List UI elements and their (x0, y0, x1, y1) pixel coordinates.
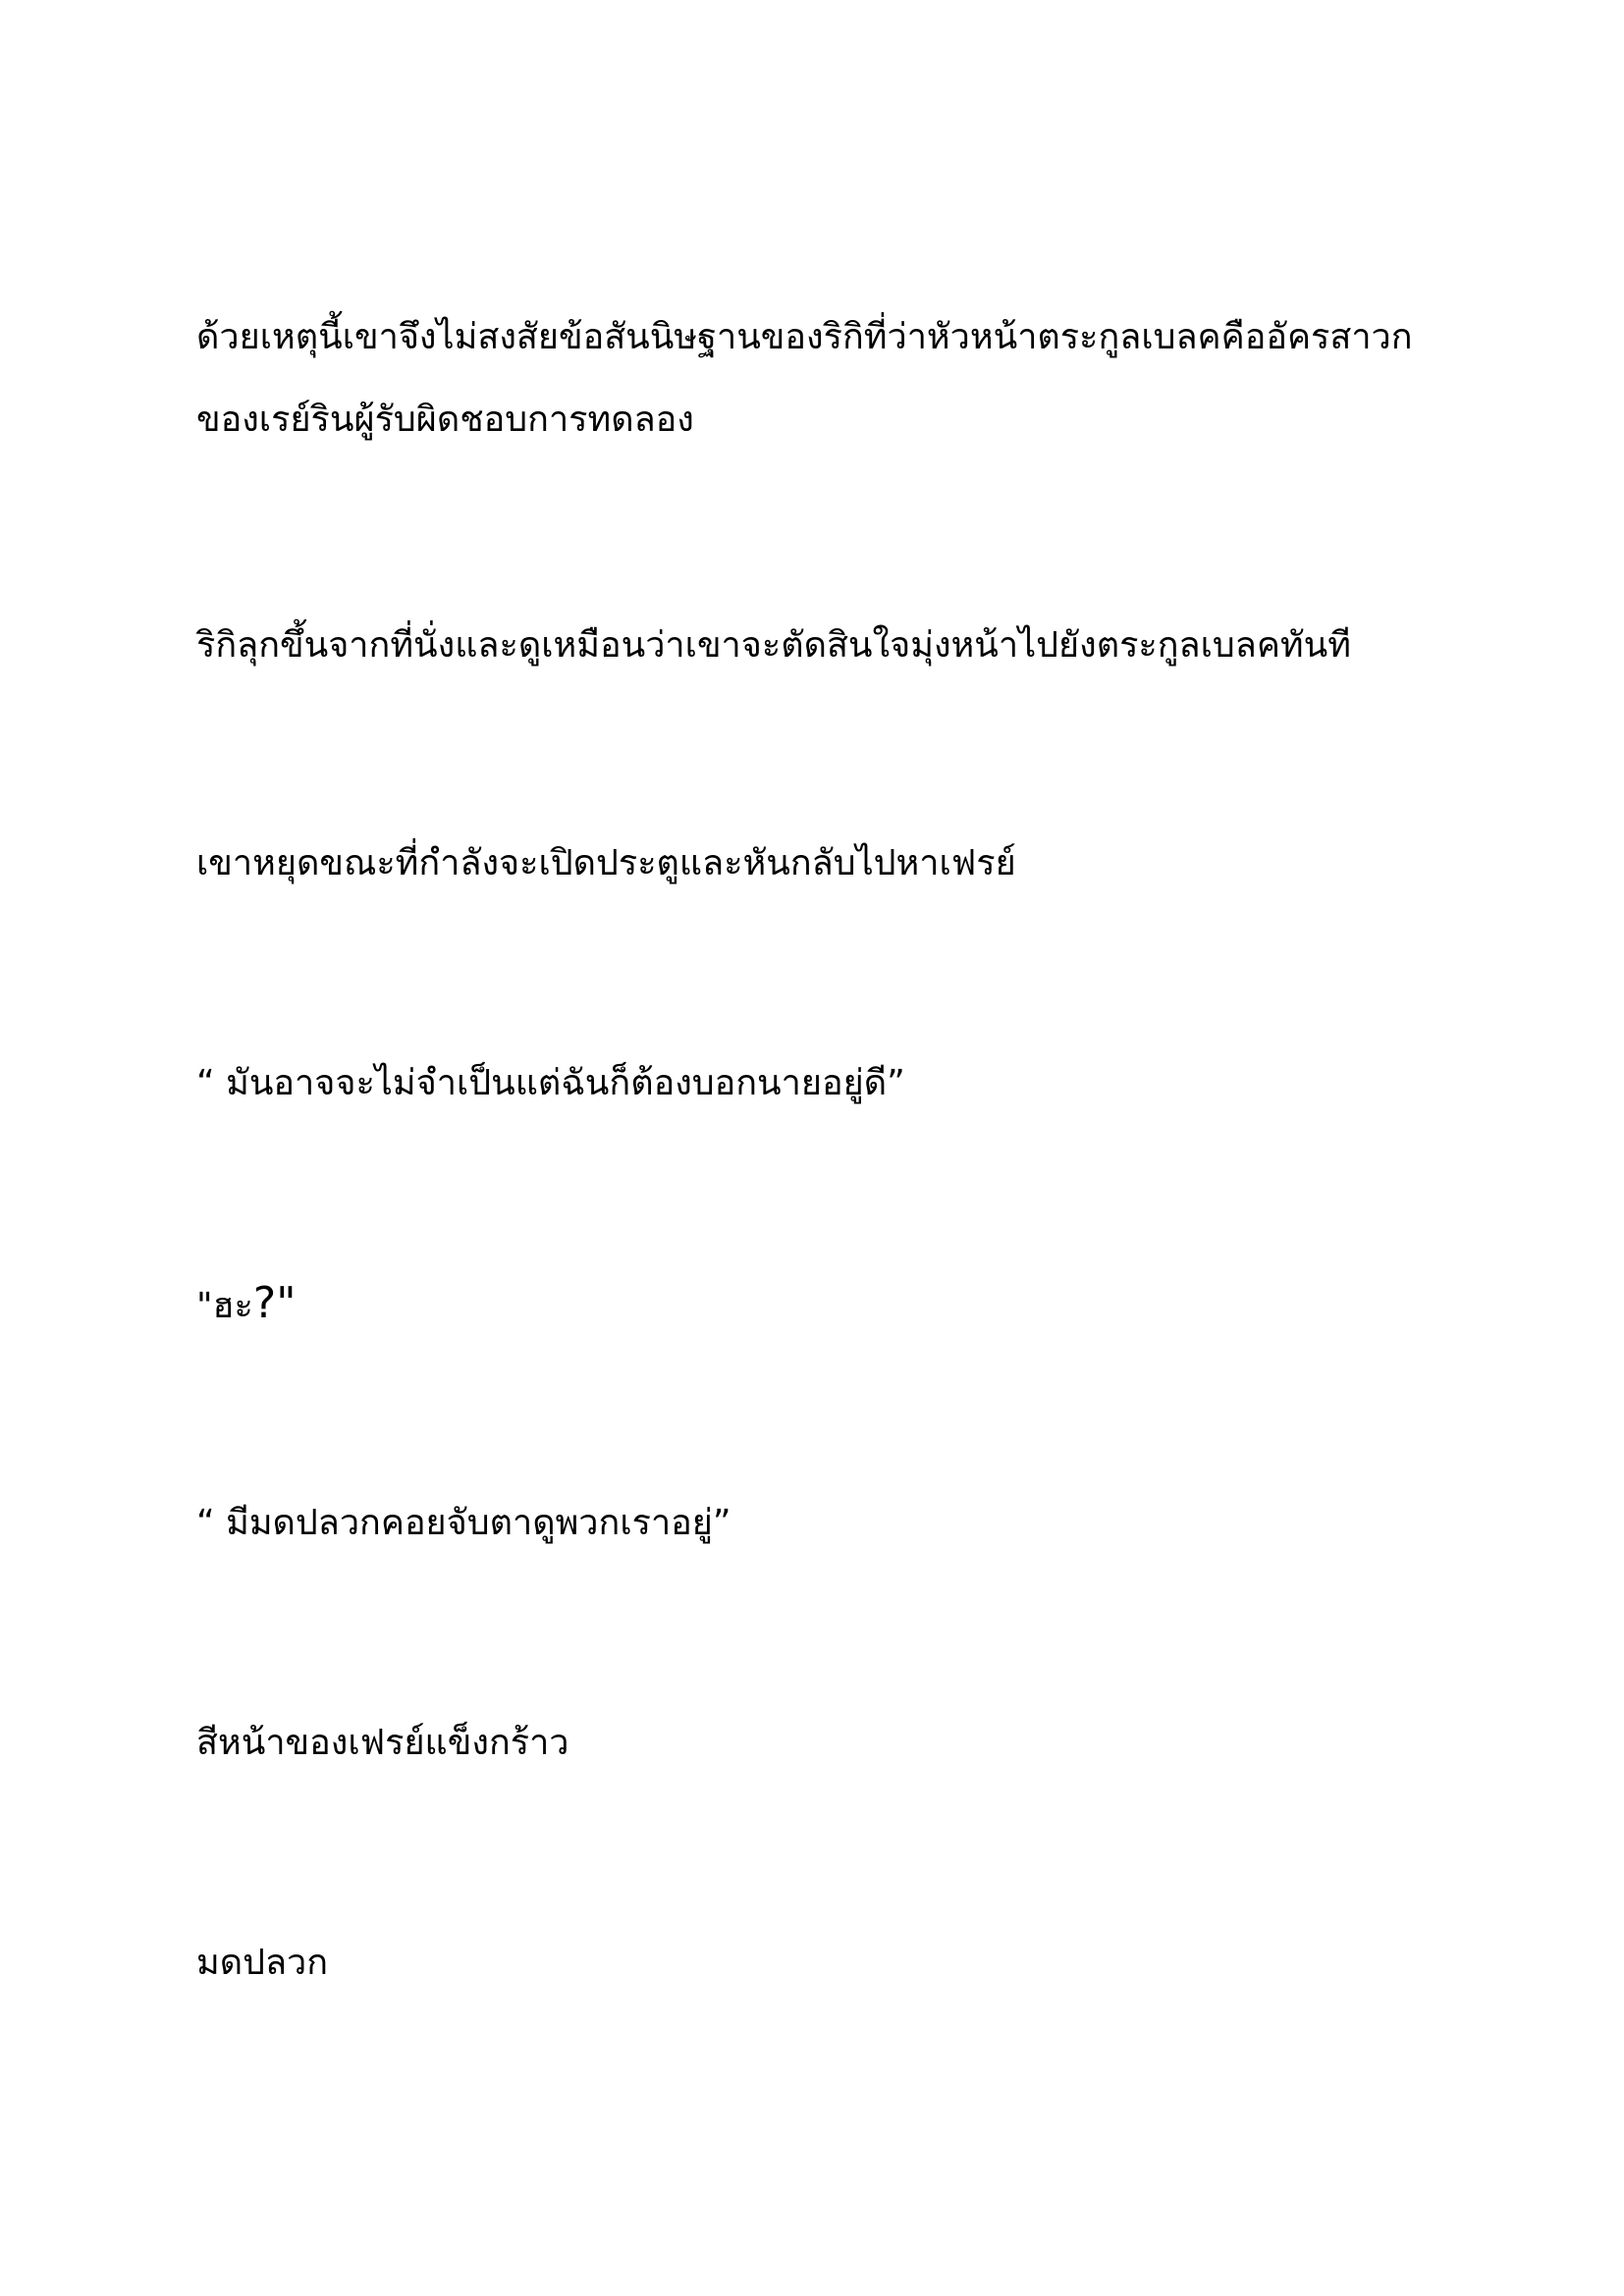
paragraph-2: ริกิลุกขึ้นจากที่นั่งและดูเหมือนว่าเขาจะตัดสินใจมุ่งหน้าไปยังตระกูลเบลคทันที (196, 625, 1351, 666)
paragraph-5-question-mark: ?" (252, 1278, 297, 1328)
paragraph-1-line-1: ด้วยเหตุนี้เขาจึงไม่สงสัยข้อสันนิษฐานของริกิที่ว่าหัวหน้าตระกูลเบลคคืออัครสาวก (196, 317, 1413, 357)
paragraph-4-dialogue: “ มันอาจจะไม่จำเป็นแต่ฉันก็ต้องบอกนายอยู่ดี” (196, 1063, 905, 1103)
paragraph-5-dialogue (196, 1262, 1434, 1348)
paragraph-7: สีหน้าของเฟรย์แข็งกร้าว (196, 1723, 569, 1763)
paragraph-3: เขาหยุดขณะที่กำลังจะเปิดประตูและหันกลับไปหาเฟรย์ (196, 843, 1016, 883)
paragraph-1 (196, 296, 1434, 461)
paragraph-6-dialogue: “ มีมดปลวกคอยจับตาดูพวกเราอยู่” (196, 1503, 731, 1543)
paragraph-1-line-2: ของเรย์รินผู้รับผิดชอบการทดลอง (196, 400, 694, 440)
paragraph-5-text: "ฮะ (196, 1286, 253, 1326)
paragraph-8: มดปลวก (196, 1943, 329, 1983)
